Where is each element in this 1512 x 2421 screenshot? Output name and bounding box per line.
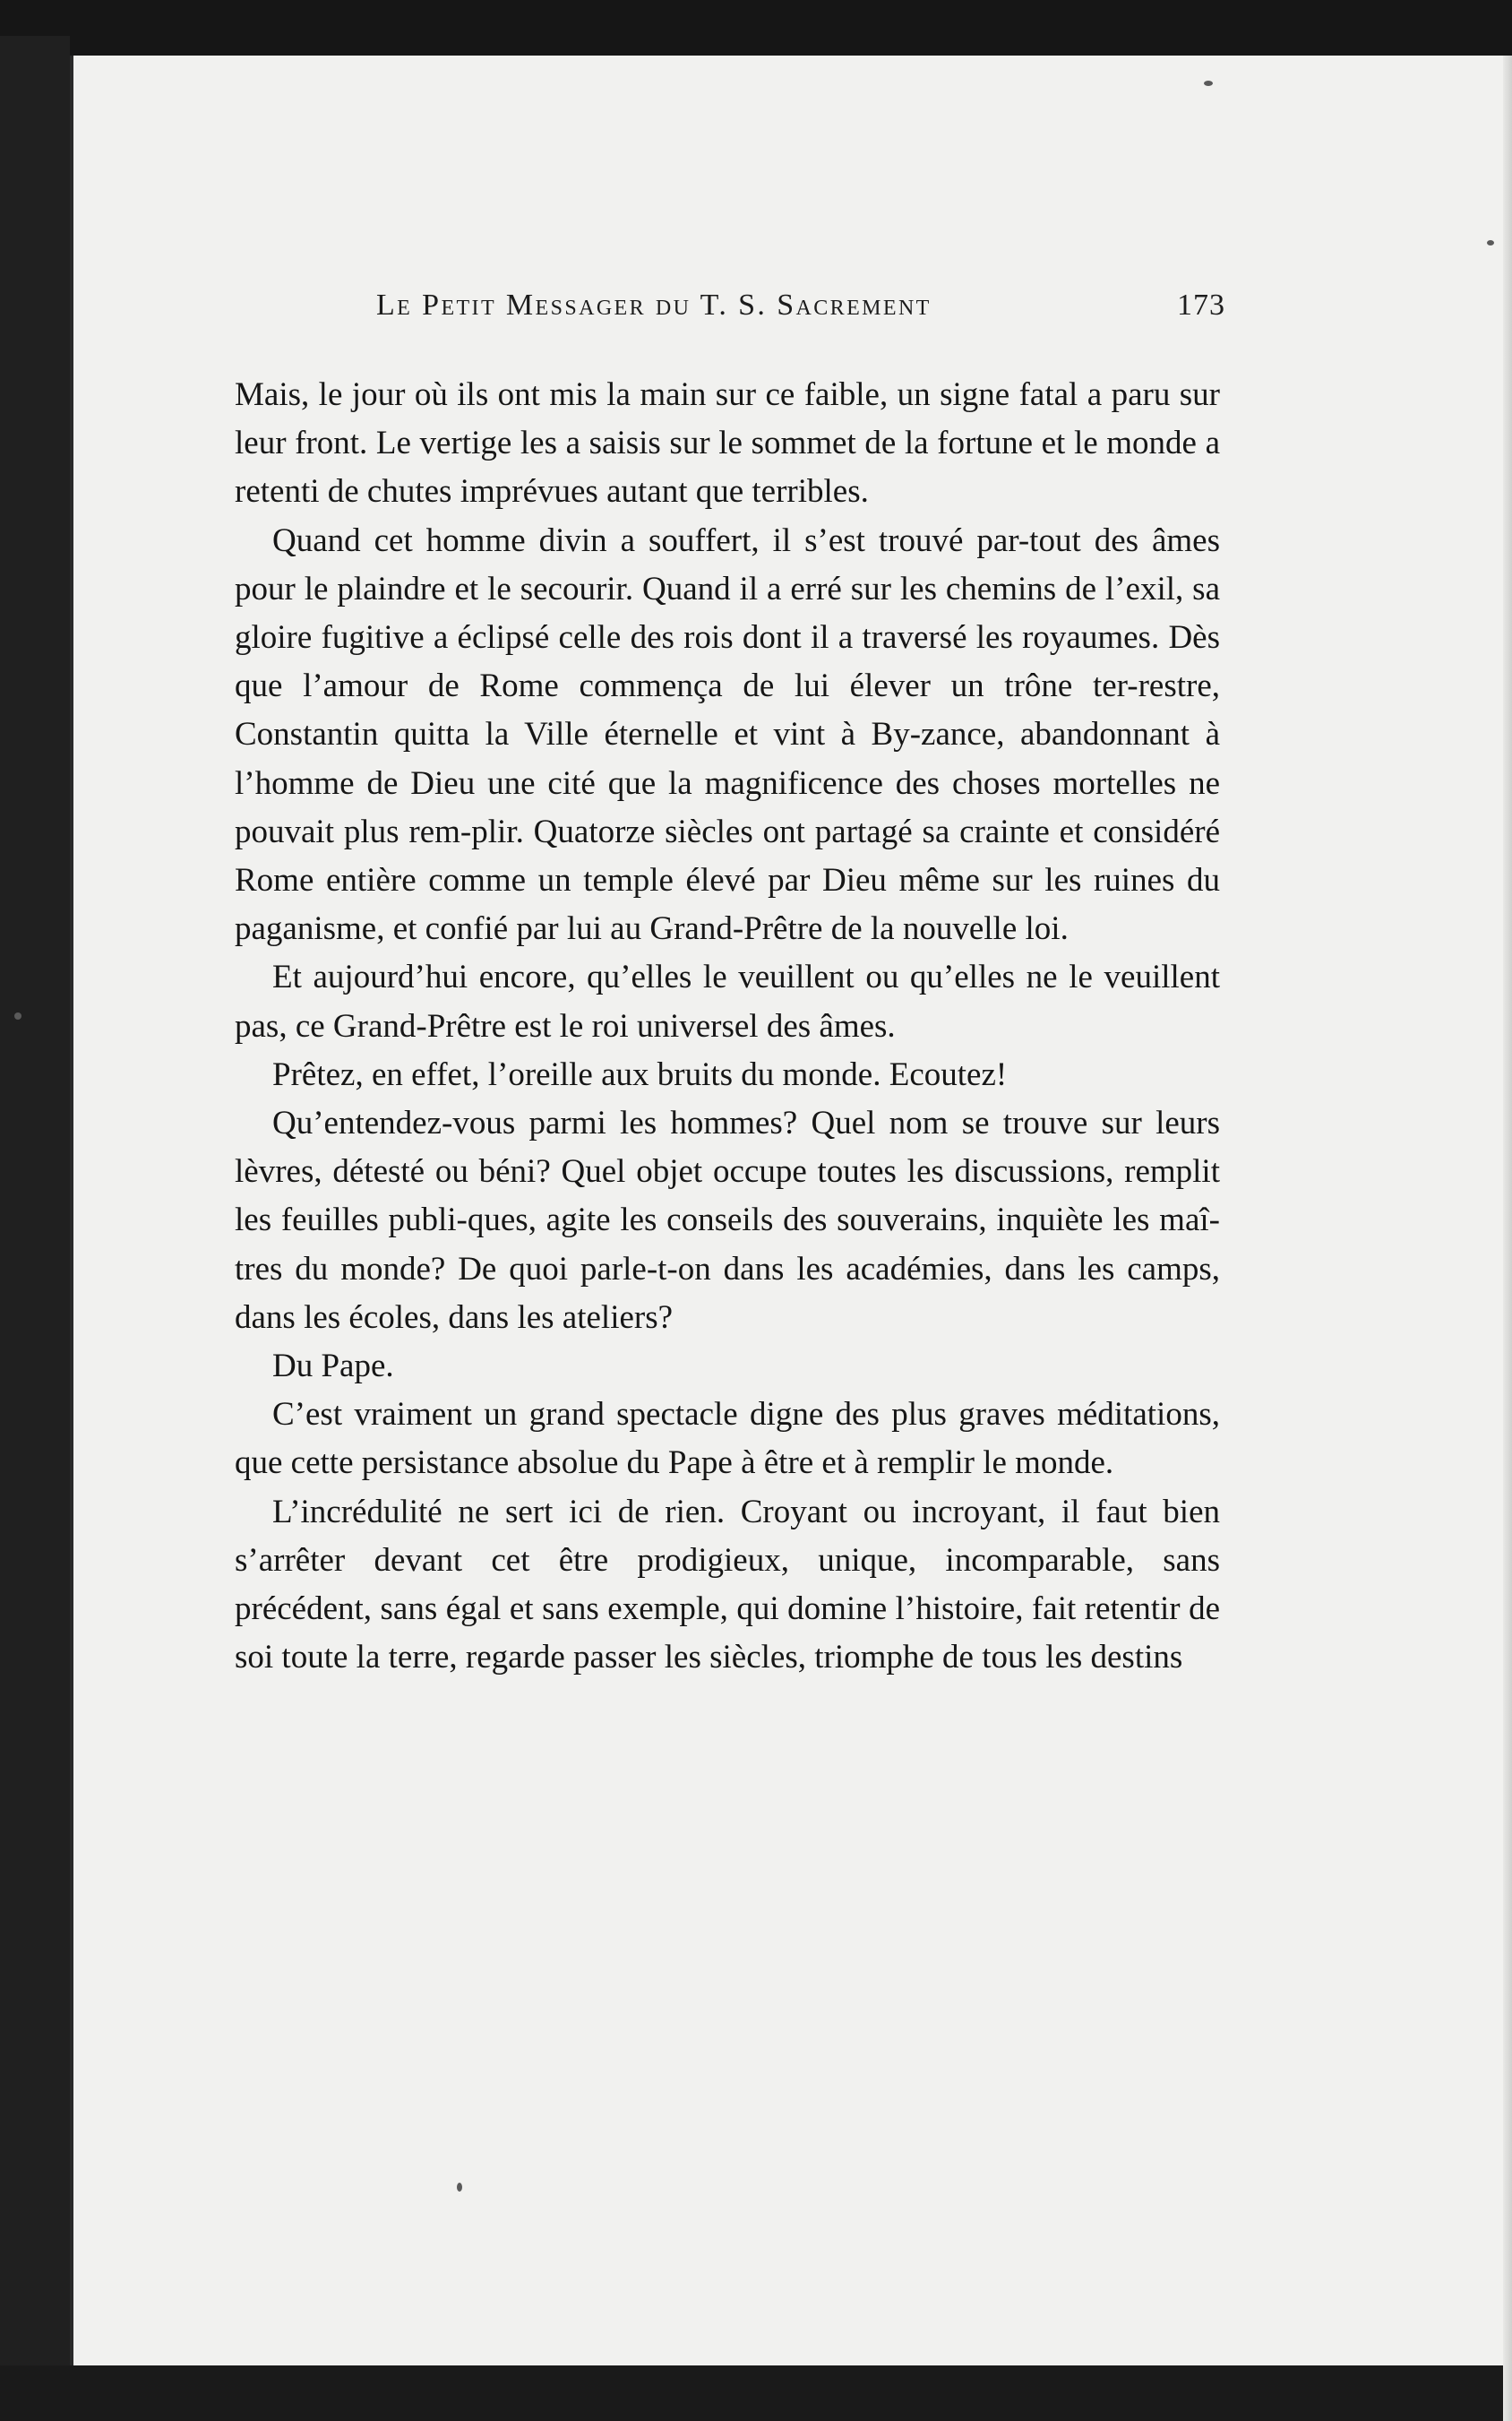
paragraph-3: Et aujourd’hui encore, qu’elles le veuillent ou qu’elles ne le veuillent pas, ce Grand-Prêtre est le roi universel des âmes. [235, 959, 1220, 1045]
paragraph-4: Prêtez, en effet, l’oreille aux bruits du monde. Ecoutez! [272, 1055, 1008, 1093]
scan-background-left [0, 36, 70, 2365]
scan-background-top [0, 0, 1512, 57]
scan-speck [1204, 81, 1213, 86]
paragraph-7: C’est vraiment un grand spectacle digne des plus graves méditations, que cette persistance absolue du Pape à être et à remplir le monde. [235, 1396, 1220, 1482]
paragraph-5: Qu’entendez-vous parmi les hommes? Quel nom se trouve sur leurs lèvres, détesté ou béni? Quel objet occupe toutes les discussions, remplit les feuilles publi-ques, agite les conseils des souverains, inquiète les maî-tres du monde? De quoi parle-t-on dans les académies, dans les camps, dans les écoles, dans les ateliers? [235, 1105, 1220, 1336]
running-title: Le Petit Messager du T. S. Sacrement [376, 289, 932, 322]
scan-speck [457, 2183, 462, 2192]
paragraph-1: Mais, le jour où ils ont mis la main sur ce faible, un signe fatal a paru sur leur front. Le vertige les a saisis sur le sommet de la fortune et le monde a retenti de chutes imprévues autant que terribles. [235, 376, 1220, 511]
page-edge [1503, 56, 1512, 2421]
scan-speck [14, 1012, 21, 1020]
body-text [235, 371, 1220, 1682]
scan-speck [1487, 240, 1494, 246]
page-header [376, 289, 1225, 333]
paragraph-8: L’incrédulité ne sert ici de rien. Croyant ou incroyant, il faut bien s’arrêter devant cet être prodigieux, unique, incomparable, sans précédent, sans égal et sans exemple, qui domine l’histoire, fait retentir de soi toute la terre, regarde passer les siècles, triomphe de tous les destins [235, 1493, 1220, 1676]
paragraph-6: Du Pape. [272, 1348, 394, 1385]
page-number: 173 [1177, 289, 1225, 322]
paragraph-2: Quand cet homme divin a souffert, il s’est trouvé par-tout des âmes pour le plaindre et le secourir. Quand il a erré sur les chemins de l’exil, sa gloire fugitive a éclipsé celle des rois dont il a traversé les royaumes. Dès que l’amour de Rome commença de lui élever un trône ter-restre, Constantin quitta la Ville éternelle et vint à By-zance, abandonnant à l’homme de Dieu une cité que la magnificence des choses mortelles ne pouvait plus rem-plir. Quatorze siècles ont partagé sa crainte et considéré Rome entière comme un temple élevé par Dieu même sur les ruines du paganisme, et confié par lui au Grand-Prêtre de la nouvelle loi. [235, 521, 1220, 948]
